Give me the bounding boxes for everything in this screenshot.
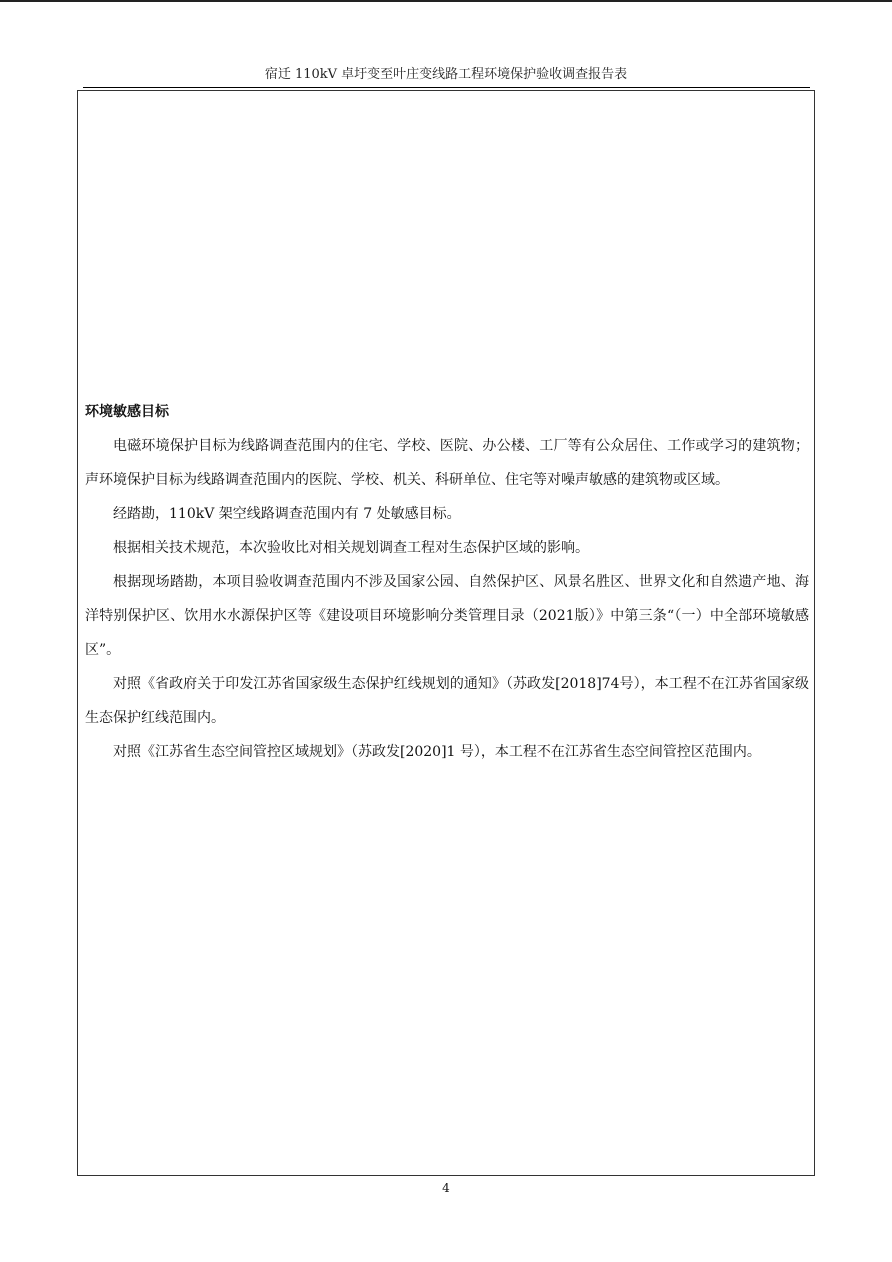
page-number: 4 <box>442 1181 450 1195</box>
section-heading: 环境敏感目标 <box>85 404 169 420</box>
top-border-line <box>0 0 892 2</box>
paragraph-ecological-space: 对照《江苏省生态空间管控区域规划》（苏政发[2020]1 号），本工程不在江苏省生态空间管控区范围内。 <box>113 744 761 760</box>
environment-sensitive-targets-section <box>85 399 809 769</box>
paragraph-protection-targets: 电磁环境保护目标为线路调查范围内的住宅、学校、医院、办公楼、工厂等有公众居住、工作或学习的建筑物；声环境保护目标为线路调查范围内的医院、学校、机关、科研单位、住宅等对噪声敏感的建筑物或区域。 <box>85 438 809 488</box>
header-underline <box>83 87 810 88</box>
paragraph-red-line: 对照《省政府关于印发江苏省国家级生态保护红线规划的通知》（苏政发[2018]74号），本工程不在江苏省国家级生态保护红线范围内。 <box>85 676 809 726</box>
paragraph-sensitive-areas: 根据现场踏勘，本项目验收调查范围内不涉及国家公园、自然保护区、风景名胜区、世界文化和自然遗产地、海洋特别保护区、饮用水水源保护区等《建设项目环境影响分类管理目录（2021版）》中第三条“（一）中全部环境敏感区”。 <box>85 574 809 658</box>
paragraph-technical-spec: 根据相关技术规范，本次验收比对相关规划调查工程对生态保护区域的影响。 <box>113 540 589 556</box>
paragraph-survey-result: 经踏勘，110kV 架空线路调查范围内有 7 处敏感目标。 <box>113 506 461 522</box>
document-header-title: 宿迁 110kV 卓圩变至叶庄变线路工程环境保护验收调查报告表 <box>264 67 628 82</box>
